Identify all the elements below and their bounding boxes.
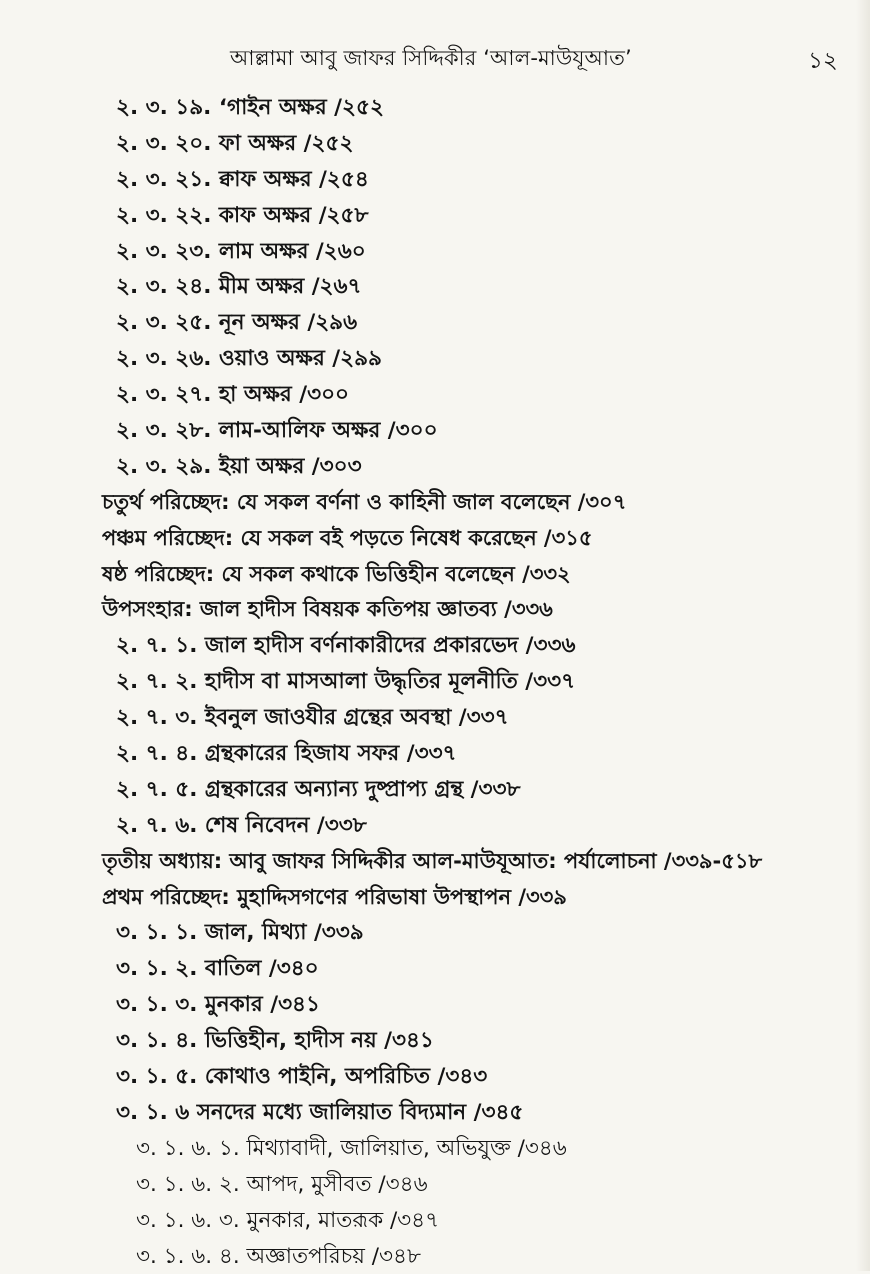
toc-entry: ৩. ১. ১. জাল, মিথ্যা /৩৩৯ (0, 915, 860, 951)
toc-entry: ২. ৩. ১৯. ‘গাইন অক্ষর /২৫২ (0, 90, 860, 126)
toc-entry: ৩. ১. ৪. ভিত্তিহীন, হাদীস নয় /৩৪১ (0, 1023, 860, 1059)
toc-entry: ২. ৩. ২৪. মীম অক্ষর /২৬৭ (0, 269, 860, 305)
toc-entry: ২. ৭. ৫. গ্রন্থকারের অন্যান্য দুষ্প্রাপ্য গ্রন্থ /৩৩৮ (0, 772, 860, 808)
toc-section-heading: ষষ্ঠ পরিচ্ছেদ: যে সকল কথাকে ভিত্তিহীন বলেছেন /৩৩২ (0, 557, 860, 593)
toc-section-heading: উপসংহার: জাল হাদীস বিষয়ক কতিপয় জ্ঞাতব্য /৩৩৬ (0, 592, 860, 628)
toc-entry: ৩. ১. ৬ সনদের মধ্যে জালিয়াত বিদ্যমান /৩৪৫ (0, 1095, 860, 1131)
toc-subentry: ৩. ১. ৬. ১. মিথ্যাবাদী, জালিয়াত, অভিযুক্ত /৩৪৬ (0, 1131, 860, 1167)
toc-entry: ২. ৭. ৪. গ্রন্থকারের হিজায সফর /৩৩৭ (0, 736, 860, 772)
toc-entry: ২. ৩. ২৯. ইয়া অক্ষর /৩০৩ (0, 449, 860, 485)
toc-entry: ২. ৩. ২৮. লাম-আলিফ অক্ষর /৩০০ (0, 413, 860, 449)
toc-entry: ২. ৩. ২০. ফা অক্ষর /২৫২ (0, 126, 860, 162)
toc-section-heading: তৃতীয় অধ্যায়: আবু জাফর সিদ্দিকীর আল-মাউযূআত: পর্যালোচনা /৩৩৯-৫১৮ (0, 844, 860, 880)
toc-entry: ২. ৩. ২২. কাফ অক্ষর /২৫৮ (0, 198, 860, 234)
toc-subentry: ৩. ১. ৬. ২. আপদ, মুসীবত /৩৪৬ (0, 1167, 860, 1203)
toc-entry: ২. ৭. ৩. ইবনুল জাওযীর গ্রন্থের অবস্থা /৩৩৭ (0, 700, 860, 736)
toc-entry: ৩. ১. ৩. মুনকার /৩৪১ (0, 987, 860, 1023)
toc-section-heading: চতুর্থ পরিচ্ছেদ: যে সকল বর্ণনা ও কাহিনী জাল বলেছেন /৩০৭ (0, 485, 860, 521)
toc-subentry: ৩. ১. ৬. ৪. অজ্ঞাতপরিচয় /৩৪৮ (0, 1239, 860, 1274)
toc-entry: ৩. ১. ৫. কোথাও পাইনি, অপরিচিত /৩৪৩ (0, 1059, 860, 1095)
toc-entry: ২. ৭. ২. হাদীস বা মাসআলা উদ্ধৃতির মূলনীতি /৩৩৭ (0, 664, 860, 700)
toc-section-heading: প্রথম পরিচ্ছেদ: মুহাদ্দিসগণের পরিভাষা উপস্থাপন /৩৩৯ (0, 880, 860, 916)
toc-entry: ২. ৩. ২৫. নূন অক্ষর /২৯৬ (0, 305, 860, 341)
toc-subentry: ৩. ১. ৬. ৩. মুনকার, মাতরূক /৩৪৭ (0, 1203, 860, 1239)
toc-entry: ৩. ১. ২. বাতিল /৩৪০ (0, 951, 860, 987)
toc-entry: ২. ৩. ২৭. হা অক্ষর /৩০০ (0, 377, 860, 413)
table-of-contents (0, 90, 860, 1274)
running-header-title: আল্লামা আবু জাফর সিদ্দিকীর ‘আল-মাউযূআত’ (230, 42, 632, 77)
toc-entry: ২. ৭. ৬. শেষ নিবেদন /৩৩৮ (0, 808, 860, 844)
page-number: ১২ (808, 42, 838, 81)
toc-entry: ২. ৩. ২৩. লাম অক্ষর /২৬০ (0, 234, 860, 270)
toc-entry: ২. ৭. ১. জাল হাদীস বর্ণনাকারীদের প্রকারভেদ /৩৩৬ (0, 628, 860, 664)
toc-section-heading: পঞ্চম পরিচ্ছেদ: যে সকল বই পড়তে নিষেধ করেছেন /৩১৫ (0, 521, 860, 557)
toc-entry: ২. ৩. ২৬. ওয়াও অক্ষর /২৯৯ (0, 341, 860, 377)
toc-entry: ২. ৩. ২১. ক্বাফ অক্ষর /২৫৪ (0, 162, 860, 198)
